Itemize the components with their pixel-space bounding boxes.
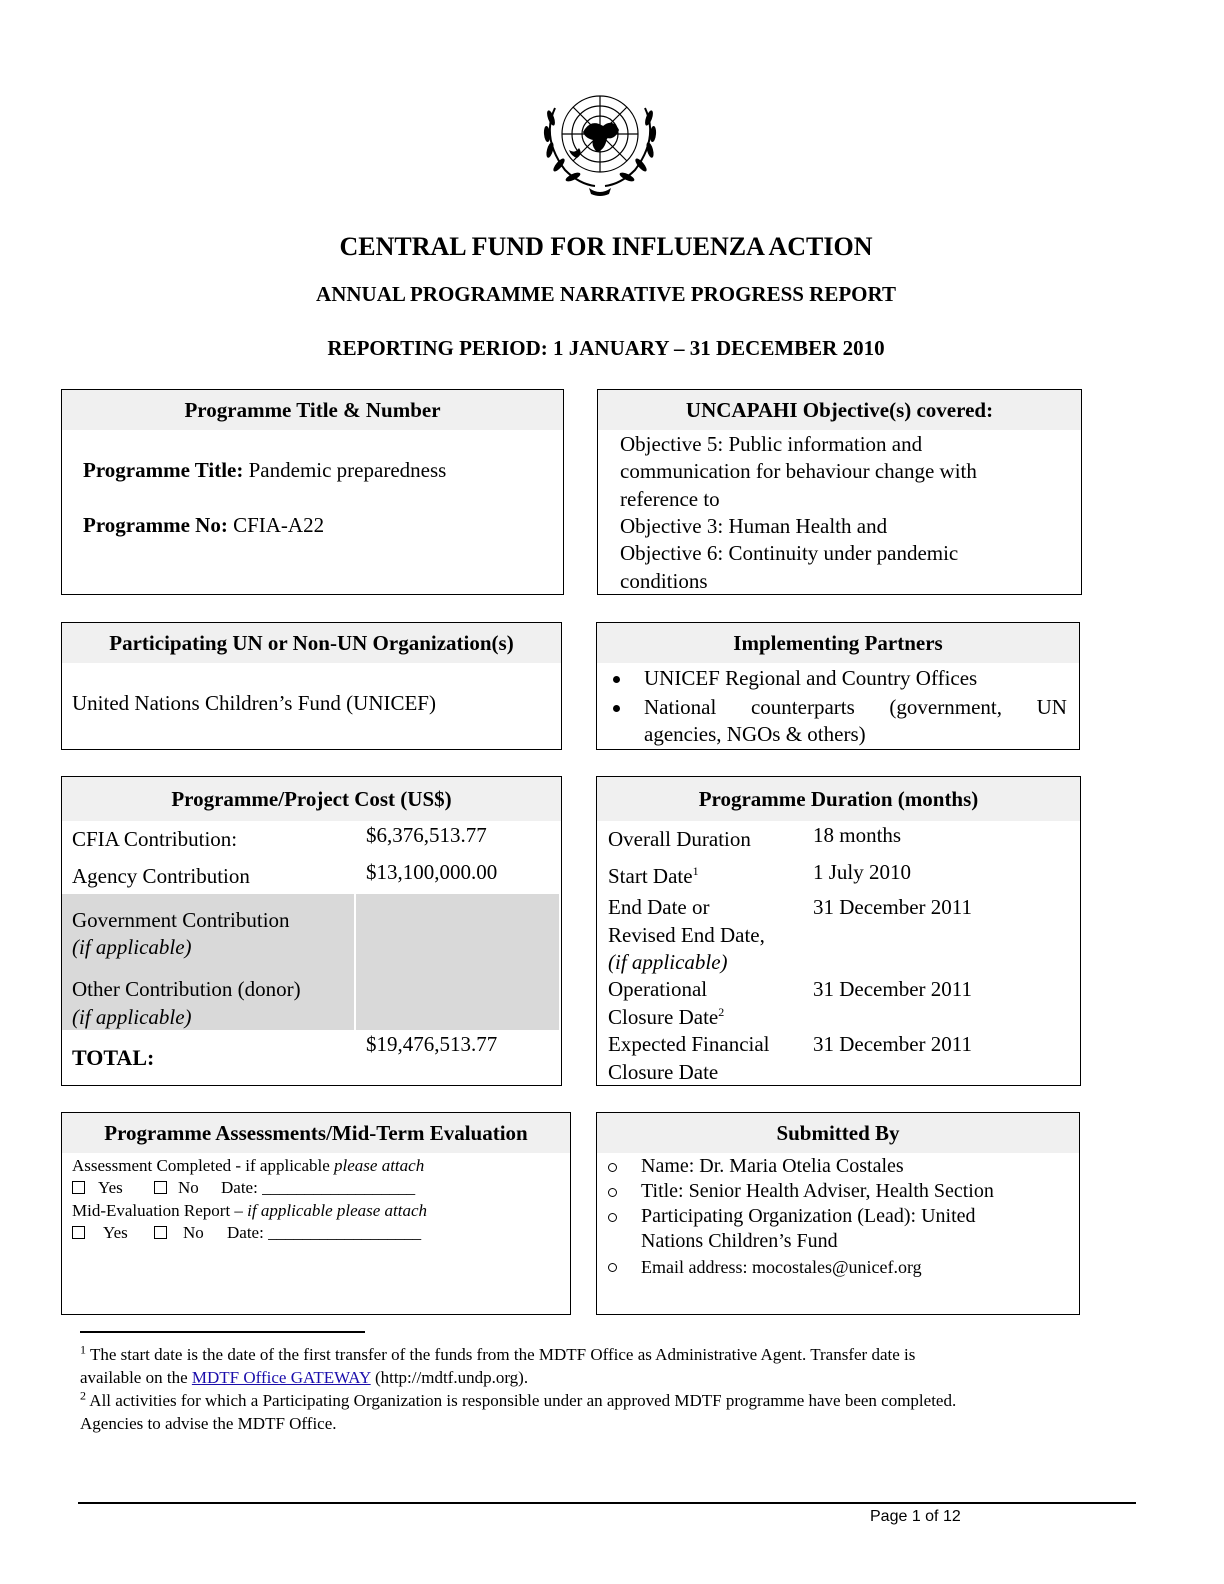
bullet-icon [613, 676, 620, 683]
partner-word: National [644, 695, 717, 719]
start-date-value: 1 July 2010 [813, 860, 912, 884]
assessment-completed-text: Assessment Completed - if applicable [72, 1156, 335, 1175]
programme-title-value: Pandemic preparedness [248, 458, 447, 482]
programme-no-line [83, 512, 324, 539]
please-attach-note: please attach [334, 1156, 425, 1175]
objective-line: communication for behaviour change with [620, 459, 977, 483]
submitter-org: Participating Organization (Lead): United [641, 1205, 976, 1227]
submitter-org-cont: Nations Children’s Fund [641, 1230, 838, 1252]
total-label: TOTAL: [72, 1045, 155, 1070]
no-label: No [183, 1223, 204, 1242]
agency-label: Agency Contribution [72, 864, 250, 888]
end-date-value: 31 December 2011 [813, 895, 972, 919]
assessment-header: Programme Assessments/Mid-Term Evaluation [62, 1113, 570, 1153]
start-date-label [608, 863, 699, 890]
please-attach-note: if applicable please attach [247, 1201, 428, 1220]
total-value: $19,476,513.77 [366, 1032, 498, 1056]
footnote-ref: 1 [692, 864, 699, 878]
cfia-value: $6,376,513.77 [366, 823, 487, 847]
reporting-period: REPORTING PERIOD: 1 JANUARY – 31 DECEMBER 2010 [327, 336, 885, 360]
programme-duration-box [596, 776, 1081, 1086]
objectives-box [597, 389, 1082, 595]
closure-date-label [608, 1004, 724, 1031]
start-date-text: Start Date [608, 864, 693, 888]
document-subtitle: ANNUAL PROGRAMME NARRATIVE PROGRESS REPORT [316, 282, 896, 306]
programme-title-box [61, 389, 564, 595]
programme-title-line [83, 457, 446, 484]
assessment-completed-line [72, 1155, 424, 1177]
implementing-partners-header: Implementing Partners [597, 623, 1079, 663]
footnote-1-line-2 [80, 1366, 1140, 1389]
footnote-ref: 2 [718, 1005, 725, 1019]
programme-cost-header: Programme/Project Cost (US$) [62, 777, 561, 821]
partner-word: (government, [889, 695, 1002, 719]
footnote-1-post: (http://mdtf.undp.org). [370, 1368, 529, 1387]
overall-duration-value: 18 months [813, 823, 902, 847]
mid-evaluation-line [72, 1200, 427, 1222]
footnote-1-text: The start date is the date of the first transfer of the funds from the MDTF Office as Administrative Agent. Transfer date is [86, 1345, 916, 1364]
column-divider [354, 894, 356, 1030]
yes-label: Yes [98, 1178, 123, 1197]
participating-org-box [61, 622, 562, 750]
footnote-2-text: All activities for which a Participating Organization is responsible under an approved MDTF programme have been completed. [86, 1391, 957, 1410]
end-date-label: End Date or [608, 895, 710, 919]
gov-label: Government Contribution [72, 908, 290, 932]
submitted-by-header: Submitted By [597, 1113, 1079, 1153]
other-note: (if applicable) [72, 1005, 192, 1029]
programme-no-label: Programme No: [83, 513, 228, 537]
mid-evaluation-text: Mid-Evaluation Report – [72, 1201, 248, 1220]
financial-closure-label-2: Closure Date [608, 1060, 719, 1084]
implementing-partners-box [596, 622, 1080, 750]
mdtf-gateway-link[interactable]: MDTF Office GATEWAY [191, 1368, 371, 1387]
footnote-1-pre: available on the [80, 1368, 192, 1387]
mid-eval-no-checkbox[interactable] [154, 1226, 167, 1239]
partner-item: UNICEF Regional and Country Offices [644, 666, 978, 690]
programme-cost-box [61, 776, 562, 1086]
participating-org-header: Participating UN or Non-UN Organization(s) [62, 623, 561, 663]
circle-bullet-icon [608, 1188, 617, 1197]
revised-end-date-label: Revised End Date, [608, 923, 765, 947]
partner-word: UN [1036, 695, 1067, 719]
objective-line: Objective 5: Public information and [620, 432, 923, 456]
mid-eval-yes-checkbox[interactable] [72, 1226, 85, 1239]
submitter-title: Title: Senior Health Adviser, Health Section [641, 1180, 994, 1202]
document-title: CENTRAL FUND FOR INFLUENZA ACTION [339, 232, 873, 261]
closure-date-text: Closure Date [608, 1005, 719, 1029]
no-label: No [178, 1178, 199, 1197]
submitter-name: Name: Dr. Maria Otelia Costales [641, 1155, 904, 1177]
overall-duration-label: Overall Duration [608, 827, 751, 851]
assessment-yes-checkbox[interactable] [72, 1181, 85, 1194]
submitter-email: Email address: mocostales@unicef.org [641, 1257, 922, 1277]
footnote-number: 2 [80, 1388, 86, 1403]
assessment-no-checkbox[interactable] [154, 1181, 167, 1194]
gov-note: (if applicable) [72, 935, 192, 959]
partner-item-line [644, 694, 1067, 721]
yes-label: Yes [103, 1223, 128, 1242]
footer-rule [78, 1502, 1136, 1504]
circle-bullet-icon [608, 1163, 617, 1172]
partner-word: counterparts [750, 695, 855, 719]
footnote-2-line-2: Agencies to advise the MDTF Office. [80, 1414, 337, 1433]
financial-closure-value: 31 December 2011 [813, 1032, 972, 1056]
other-label: Other Contribution (donor) [72, 977, 301, 1001]
programme-title-label: Programme Title: [83, 458, 244, 482]
submitted-by-box [596, 1112, 1080, 1315]
operational-value: 31 December 2011 [813, 977, 972, 1001]
un-emblem-logo [533, 88, 667, 200]
footnote-1 [80, 1343, 1140, 1435]
assessment-date-field[interactable]: Date: __________________ [221, 1178, 416, 1197]
financial-closure-label: Expected Financial [608, 1032, 770, 1056]
objectives-header: UNCAPAHI Objective(s) covered: [598, 390, 1081, 430]
programme-no-value: CFIA-A22 [233, 513, 325, 537]
participating-org-value: United Nations Children’s Fund (UNICEF) [72, 691, 436, 715]
footnote-separator [80, 1331, 365, 1333]
assessment-box [61, 1112, 571, 1315]
mid-eval-date-field[interactable]: Date: __________________ [227, 1223, 422, 1242]
objective-line: Objective 3: Human Health and [620, 514, 888, 538]
end-date-note: (if applicable) [608, 950, 728, 974]
bullet-icon [613, 705, 620, 712]
objective-line: Objective 6: Continuity under pandemic [620, 541, 959, 565]
programme-duration-header: Programme Duration (months) [597, 777, 1080, 821]
objective-line: reference to [620, 487, 720, 511]
footnote-1-line-1 [80, 1343, 1140, 1366]
objective-line: conditions [620, 569, 708, 593]
cfia-label: CFIA Contribution: [72, 827, 238, 851]
agency-value: $13,100,000.00 [366, 860, 498, 884]
circle-bullet-icon [608, 1213, 617, 1222]
circle-bullet-icon [608, 1263, 617, 1272]
page-number: Page 1 of 12 [870, 1508, 961, 1525]
footnote-number: 1 [80, 1342, 86, 1357]
programme-title-header: Programme Title & Number [62, 390, 563, 430]
partner-item-cont: agencies, NGOs & others) [644, 722, 866, 746]
footnote-2-line-1 [80, 1389, 1140, 1412]
operational-label: Operational [608, 977, 708, 1001]
